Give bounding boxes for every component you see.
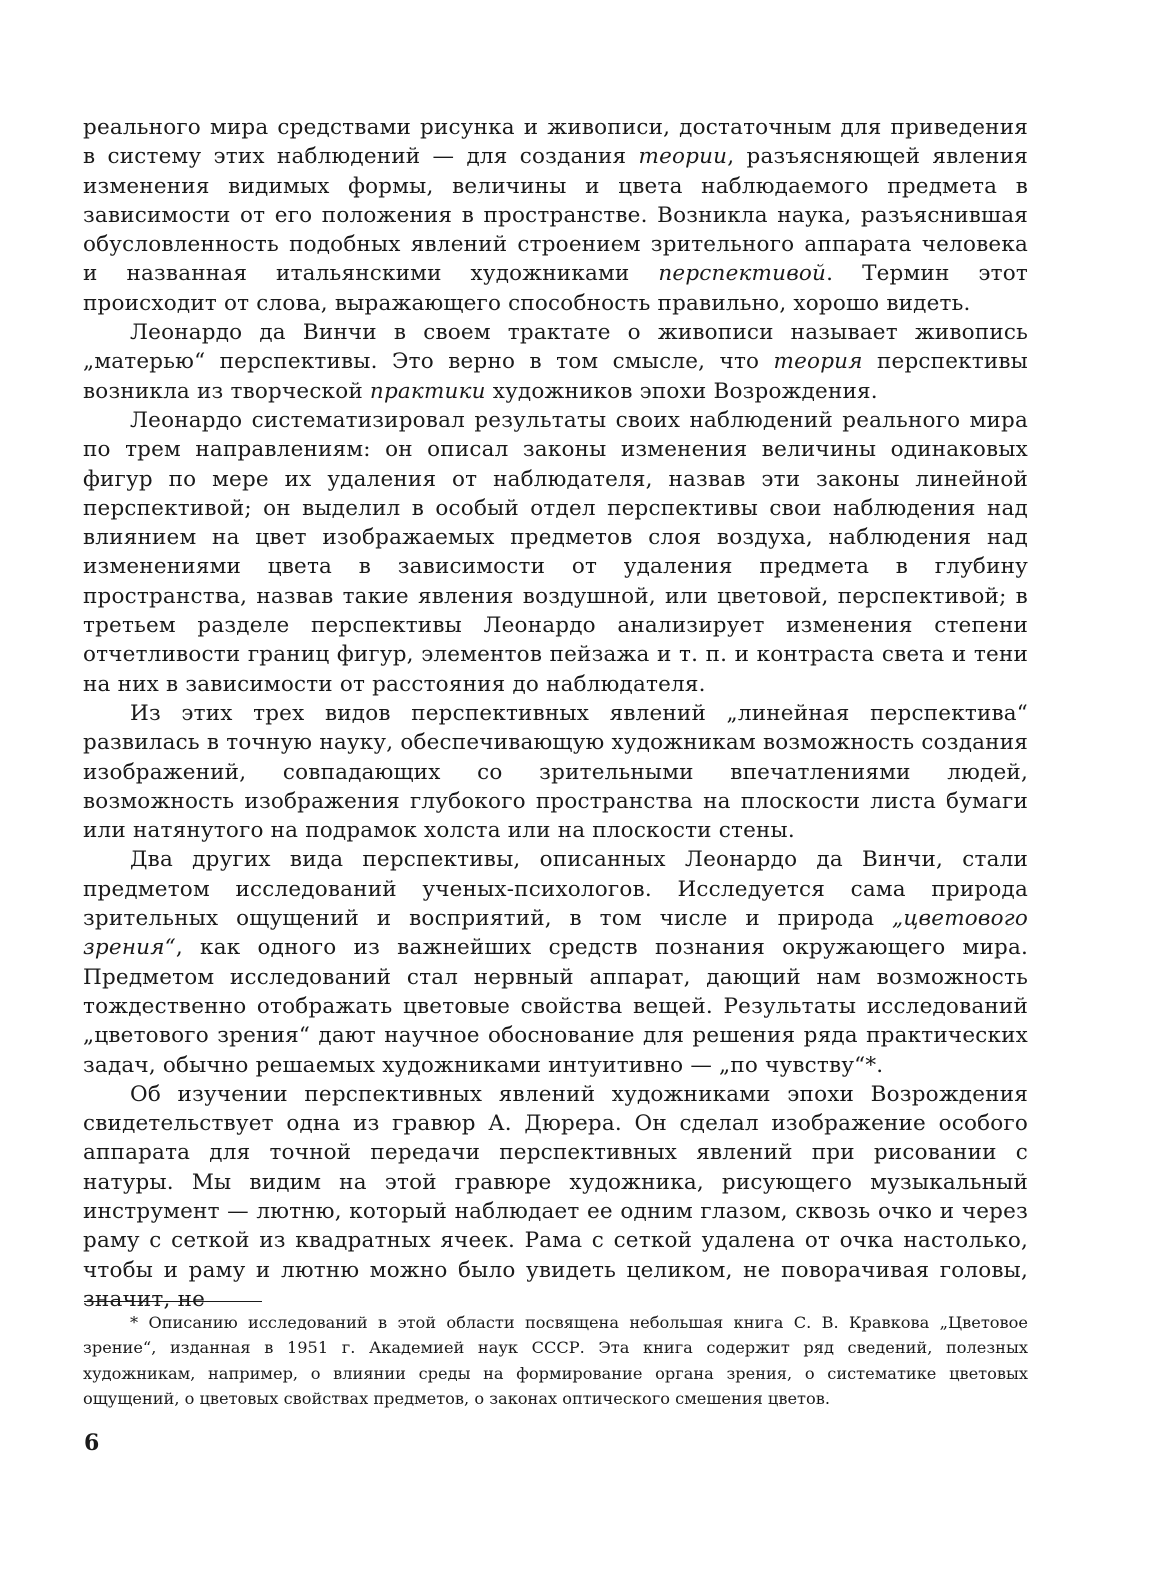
- text-run: перспективы возникла из творческой: [83, 349, 1028, 404]
- paragraph: [83, 699, 1028, 845]
- paragraph: [83, 845, 1028, 1079]
- body-text: [83, 113, 1028, 1314]
- text-run: , как одного из важнейших средств познания окружающего мира. Предметом исследований стал нервный аппарат, дающий нам возможность тождественно отображать цветовые свойства вещей. Результаты исследований „цветового зрения“ дают научное обоснование для решения ряда практических задач, обычно решаемых художниками интуитивно — „по чувству“*.: [83, 935, 1028, 1078]
- paragraph: [83, 318, 1028, 406]
- paragraph: [83, 406, 1028, 699]
- text-run: Леонардо да Винчи в своем трактате о живописи называет живопись „матерью“ перспективы. Это верно в том смысле, что: [83, 320, 1028, 375]
- text-run: , разъясняющей явления изменения видимых формы, величины и цвета наблюдаемого предмета в зависимости от его положения в пространстве. Возникла наука, разъяснившая обусловленность подобных явлений строением зрительного аппарата человека и названная итальянскими художниками: [83, 144, 1028, 287]
- italic-term: „цветового зрения“: [83, 906, 1028, 961]
- italic-term: практики: [369, 378, 486, 404]
- paragraph: [83, 113, 1028, 318]
- italic-term: теория: [773, 349, 863, 375]
- text-run: реального мира средствами рисунка и живописи, достаточным для приведения в систему этих наблюдений — для создания: [83, 115, 1028, 170]
- paragraph: [83, 1080, 1028, 1314]
- text-run: Леонардо систематизировал результаты своих наблюдений реального мира по трем направлениям: он описал законы изменения величины одинаковых фигур по мере их удаления от наблюдателя, назвав эти законы линейной перспективой; он выделил в особый отдел перспективы свои наблюдения над влиянием на цвет изображаемых предметов слоя воздуха, наблюдения над изменениями цвета в зависимости от удаления предмета в глубину пространства, назвав такие явления воздушной, или цветовой, перспективой; в третьем разделе перспективы Леонардо анализирует изменения степени отчетливости границ фигур, элементов пейзажа и т. п. и контраста света и тени на них в зависимости от расстояния до наблюдателя.: [83, 407, 1028, 697]
- text-run: Два других вида перспективы, описанных Леонардо да Винчи, стали предметом исследований ученых-психологов. Исследуется сама природа зрительных ощущений и восприятий, в том числе и природа: [83, 847, 1028, 932]
- page-number: 6: [84, 1430, 100, 1456]
- text-run: художников эпохи Возрождения.: [485, 378, 878, 404]
- italic-term: перспективой: [658, 261, 827, 287]
- text-run: Из этих трех видов перспективных явлений „линейная перспектива“ развилась в точную науку, обеспечивающую художникам возможность создания изображений, совпадающих со зрительными впечатлениями людей, возможность изображения глубокого пространства на плоскости листа бумаги или натянутого на подрамок холста или на плоскости стены.: [83, 700, 1028, 844]
- footnote: * Описанию исследований в этой области посвящена небольшая книга С. В. Кравкова „Цветовое зрение“, изданная в 1951 г. Академией наук СССР. Эта книга содержит ряд сведений, полезных художникам, например, о влиянии среды на формирование органа зрения, о систематике цветовых ощущений, о цветовых свойствах предметов, о законах оптического смешения цветов.: [83, 1313, 1028, 1408]
- italic-term: теории: [638, 144, 728, 170]
- footnote-divider: [84, 1301, 262, 1302]
- text-run: . Термин этот происходит от слова, выражающего способность правильно, хорошо видеть.: [83, 261, 1028, 316]
- text-run: Об изучении перспективных явлений художниками эпохи Возрождения свидетельствует одна из гравюр А. Дюрера. Он сделал изображение особого аппарата для точной передачи перспективных явлений при рисовании с натуры. Мы видим на этой гравюре художника, рисующего музыкальный инструмент — лютню, который наблюдает ее одним глазом, сквозь очко и через раму с сеткой из квадратных ячеек. Рама с сеткой удалена от очка настолько, чтобы и раму и лютню можно было увидеть целиком, не поворачивая головы, значит, не: [83, 1081, 1028, 1312]
